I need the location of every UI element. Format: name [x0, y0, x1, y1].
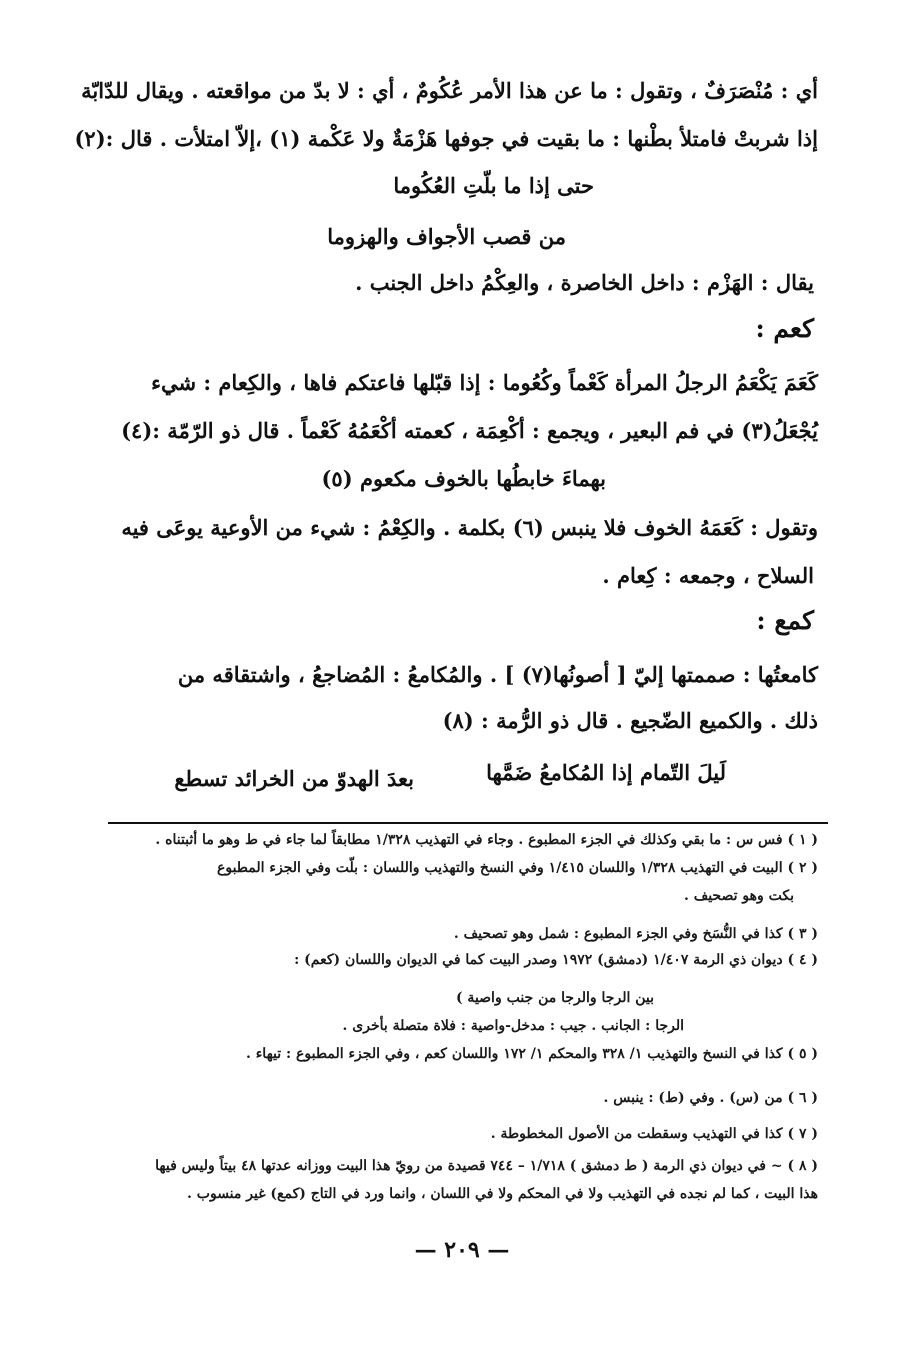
- footnote-4-gloss: الرجا : الجانب . جيب : مدخل-واصية : فلاة متصلة بأخرى .: [342, 1018, 684, 1034]
- body-line-6: وتقول : كَعَمَهُ الخوف فلا ينبس (٦) بكلمة . والكِعْمُ : شيء من الأوعية يوعَى فيه: [121, 515, 818, 540]
- footnote-6: ( ٦ ) من (س) . وفي (ط) : ينبس .: [603, 1090, 818, 1106]
- verse-line-4-second-hemistich: بعدَ الهدوّ من الخرائد تسطع: [174, 766, 414, 791]
- body-line-2: إذا شربتْ فامتلأ بطْنها : ما بقيت في جوفها هَزْمَةٌ ولا عَكْمة (١) ،إلاّ امتلأت . قال :(٢): [74, 126, 818, 151]
- footnote-2-continuation: بكت وهو تصحيف .: [683, 888, 794, 904]
- entry-heading-kaam: كعم :: [755, 314, 814, 343]
- footnote-8: ( ٨ ) ~ في ديوان ذي الرمة ( ط دمشق ) ١/٧١٨ – ٧٤٤ قصيدة من رويّ هذا البيت ووزانه عدتها ٤٨ بيتاً وليس فيها: [155, 1158, 818, 1174]
- footnote-8-continuation: هذا البيت ، كما لم نجده في التهذيب ولا في المحكم ولا في اللسان ، وانما ورد في التاج (كمع) غير منسوب .: [187, 1186, 818, 1202]
- body-line-1: أي : مُنْصَرَفٌ ، وتقول : ما عن هذا الأمر عُكُومٌ ، أي : لا بدّ من مواقعته . ويقال للدّابّة: [81, 78, 818, 103]
- footnote-separator: [108, 822, 828, 824]
- body-line-4: كَعَمَ يَكْعَمُ الرجلُ المرأة كَعْماً وكُعُوما : إذا قبّلها فاعتكم فاها ، والكِعام : شيء: [151, 370, 818, 395]
- verse-line-1: حتى إذا ما بلّتِ العُكُوما: [393, 173, 594, 198]
- footnote-3: ( ٣ ) كذا في النُّسَخ وفي الجزء المطبوع : شمل وهو تصحيف .: [453, 926, 818, 942]
- verse-line-2: من قصب الأجواف والهزوما: [327, 224, 566, 249]
- page-number: — ٢٠٩ —: [414, 1237, 510, 1263]
- body-line-5: يُجْعَلُ(٣) في فم البعير ، ويجمع : أكْعِمَة ، كعمته أكْعَمُهُ كَعْماً . قال ذو الرّمّة :(٤): [121, 418, 818, 443]
- verse-line-4-first-hemistich: لَيلَ التّمام إذا المُكامعُ ضَمَّها: [486, 760, 726, 785]
- footnote-2: ( ٢ ) البيت في التهذيب ١/٣٢٨ واللسان ١/٤١٥ وفي النسخ والتهذيب واللسان : بلّت وفي الجزء المطبوع: [216, 860, 818, 876]
- body-line-3: يقال : الهَزْم : داخل الخاصرة ، والعِكْمُ داخل الجنب .: [355, 270, 814, 295]
- footnote-4-verse: بين الرجا والرجا من جنب واصية ): [455, 990, 654, 1006]
- footnote-4: ( ٤ ) ديوان ذي الرمة ١/٤٠٧ (دمشق) ١٩٧٢ وصدر البيت كما في الديوان واللسان (كعم) :: [294, 952, 818, 968]
- footnote-7: ( ٧ ) كذا في التهذيب وسقطت من الأصول المخطوطة .: [490, 1126, 818, 1142]
- footnote-5: ( ٥ ) كذا في النسخ والتهذيب ١/ ٣٢٨ والمحكم ١/ ١٧٢ واللسان كعم ، وفي الجزء المطبوع : تيهاء .: [245, 1046, 818, 1062]
- footnote-1: ( ١ ) فس س : ما بقي وكذلك في الجزء المطبوع . وجاء في التهذيب ١/٣٢٨ مطابقاً لما جاء في ط وهو ما أثبتناه .: [155, 832, 818, 848]
- body-line-8: كامعتُها : صممتها إليّ [ أصونُها(٧) ] . والمُكامعُ : المُضاجعُ ، واشتقاقه من: [177, 662, 818, 687]
- verse-line-3: بهماءَ خابطُها بالخوف مكعوم (٥): [321, 466, 606, 491]
- body-line-9: ذلك . والكميع الضّجيع . قال ذو الرُّمة : (٨): [442, 708, 818, 733]
- entry-heading-kama: كمع :: [756, 606, 814, 635]
- body-line-7: السلاح ، وجمعه : كِعام .: [602, 563, 814, 588]
